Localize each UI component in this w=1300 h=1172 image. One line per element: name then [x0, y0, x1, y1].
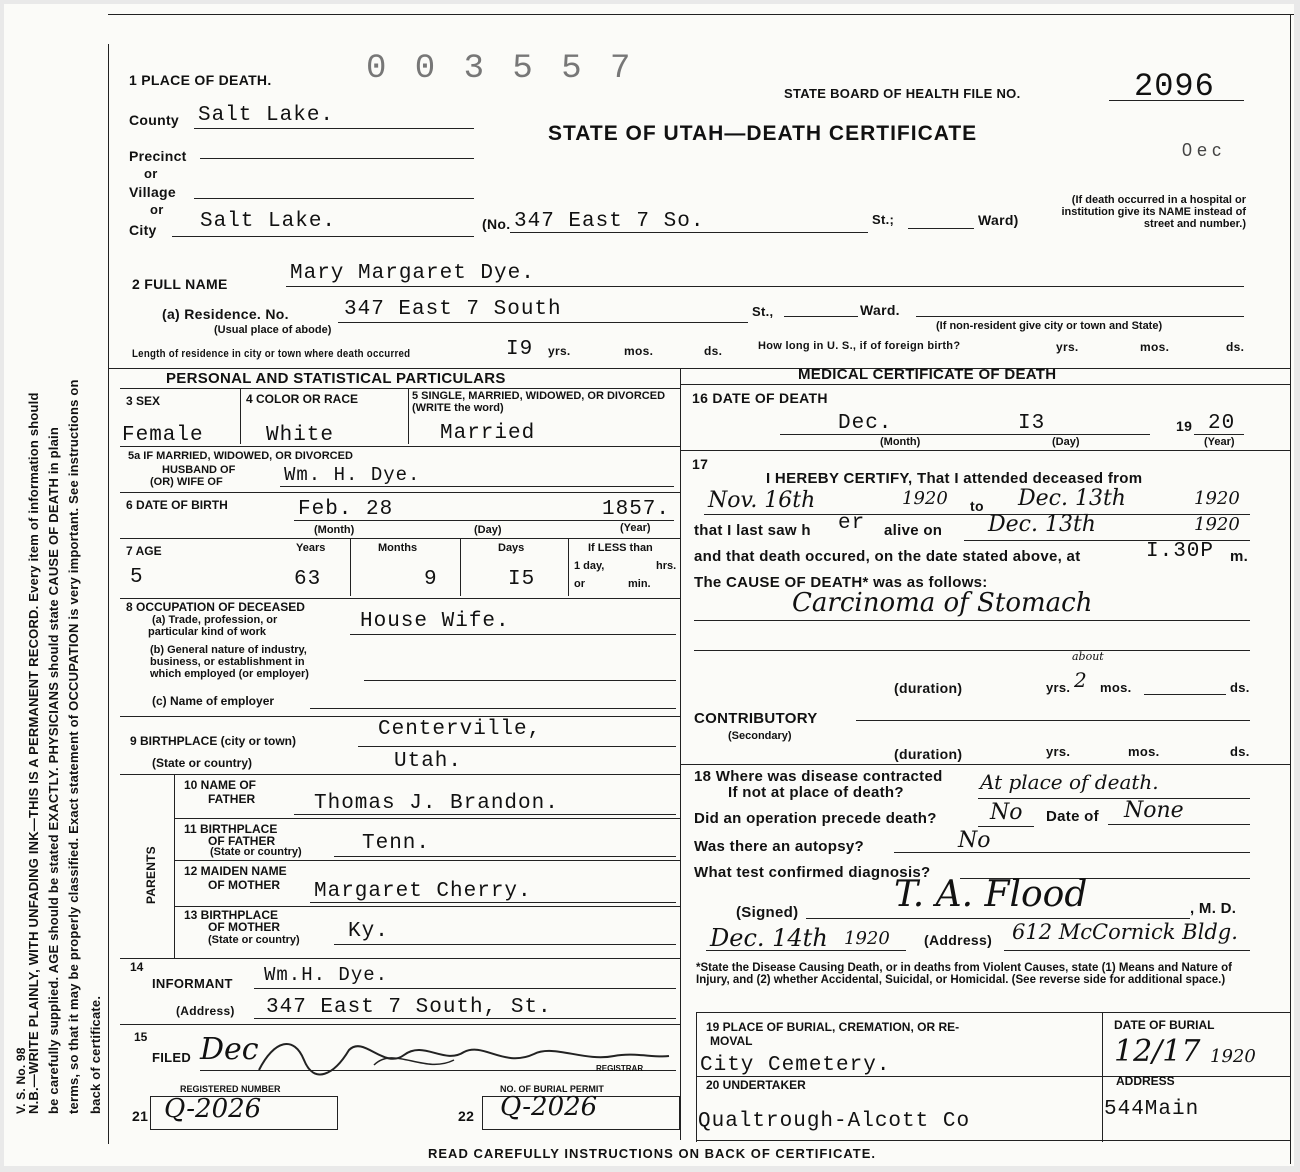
informant-name: Wm.H. Dye.	[264, 964, 389, 986]
residence-label: (a) Residence. No.	[162, 306, 289, 322]
side-note-line-2: be carefully supplied. AGE should be stated EXACTLY. PHYSICIANS should state CAUSE OF DEATH in plain	[46, 427, 61, 1114]
column-divider	[680, 368, 681, 1140]
burial-permit-number: Q-2026	[500, 1092, 598, 1122]
burial-place: City Cemetery.	[700, 1054, 891, 1077]
right-border	[1290, 14, 1291, 1164]
file-no: 2096	[1134, 68, 1215, 105]
age-months: 9	[424, 568, 438, 591]
sex-value: Female	[122, 424, 204, 447]
length-of-residence-value: I9	[506, 338, 534, 361]
dob-month-day: Feb. 28	[298, 498, 394, 521]
informant-address: 347 East 7 South, St.	[266, 996, 552, 1019]
operation-value: No	[990, 800, 1023, 825]
autopsy-value: No	[958, 828, 991, 853]
last-saw-date: Dec. 13th	[988, 512, 1096, 537]
side-note-line-4: back of certificate.	[88, 995, 103, 1114]
corner-mark: 0 e c	[1182, 140, 1222, 160]
certificate-title: STATE OF UTAH—DEATH CERTIFICATE	[548, 122, 978, 145]
operation-date: None	[1124, 798, 1184, 823]
city-value: Salt Lake.	[200, 210, 337, 233]
side-note-line-1: N.B.—WRITE PLAINLY, WITH UNFADING INK—THIS IS A PERMANENT RECORD. Every item of information should	[26, 392, 41, 1114]
spouse-value: Wm. H. Dye.	[284, 464, 421, 486]
length-of-residence-label: Length of residence in city or town where death occurred	[132, 348, 411, 360]
side-note-line-3: terms, so that it may be properly classified. Exact statement of OCCUPATION is very important. See instructions on	[66, 379, 81, 1114]
cause-of-death: Carcinoma of Stomach	[792, 588, 1093, 618]
marital-value: Married	[440, 422, 536, 445]
personal-section-title: PERSONAL AND STATISTICAL PARTICULARS	[166, 370, 506, 387]
undertaker-address: 544Main	[1104, 1098, 1200, 1121]
where-contracted: At place of death.	[980, 770, 1159, 794]
cause-footnote: *State the Disease Causing Death, or in deaths from Violent Causes, state (1) Means and Nature of Injury, and (2) whether Accidental, Suicidal, or Homicidal. (See reverse side for additional space.)	[696, 962, 1232, 986]
county-value: Salt Lake.	[198, 104, 335, 127]
death-time: I.30P	[1146, 540, 1215, 563]
cause-label: The CAUSE OF DEATH* was as follows:	[694, 574, 988, 591]
filed-date: Dec	[200, 1032, 259, 1067]
county-label: County	[129, 112, 180, 128]
left-border	[108, 44, 109, 1144]
age-days: I5	[508, 568, 536, 591]
file-no-label: STATE BOARD OF HEALTH FILE NO.	[784, 86, 1021, 101]
full-name-value: Mary Margaret Dye.	[290, 262, 535, 285]
undertaker: Qualtrough-Alcott Co	[698, 1110, 971, 1133]
top-border	[108, 14, 1294, 15]
physician-signature: T. A. Flood	[894, 874, 1088, 915]
medical-section-title: MEDICAL CERTIFICATE OF DEATH	[798, 366, 1057, 383]
father-name: Thomas J. Brandon.	[314, 792, 559, 815]
contributory-label: CONTRIBUTORY	[694, 710, 818, 727]
footer-instructions: READ CAREFULLY INSTRUCTIONS ON BACK OF CERTIFICATE.	[428, 1146, 876, 1161]
death-street: 347 East 7 So.	[514, 210, 705, 233]
death-certificate: V. S. No. 98 N.B.—WRITE PLAINLY, WITH UNFADING INK—THIS IS A PERMANENT RECORD. Every item of information should be carefully supplied. AGE should be stated EXACTLY. PHYSICIANS should state CAUSE OF DEATH in plain terms, so that it may be properly classified. Exact statement of OCCUPATION is very important. See instructions on back of certificate. 1 PLACE OF DEATH. 0 0 3 5 5 7 STATE BOARD OF HEALTH FILE NO. 2096 STATE OF UTAH—DEATH CERTIFICATE 0 e c County Salt Lake. Precinct or Village or City Salt Lake. (No. 347 East 7 So. St.; Ward) (If death occurred in a hospital or institution give its NAME instead of street and number.) 2 FULL NAME Mary Margaret Dye. (a) Residence. No. (Usual place of abode) 347 East 7 South St., Ward. (If non-resident give city or town and State) Length of residence in city or town where death occurred I9 yrs. mos. ds. How long in U. S., if of foreign birth? yrs. mos. ds. PERSONAL AND STATISTICAL PARTICULARS 3 SEX 4 COLOR OR RACE 5 SINGLE, MARRIED, WIDOWED, OR DIVORCED (WRITE the word) Female White Married 5a IF MARRIED, WIDOWED, OR DIVORCED HUSBAND OF (OR) WIFE OF Wm. H. Dye. 6 DATE OF BIRTH Feb. 28 1857. (Month) (Day) (Year) 7 AGE Years Months Days If LESS than 1 day, hrs. or min. 5 63 9 I5 8 OCCUPATION OF DECEASED (a) Trade, profession, or particular kind of work House Wife. (b) General nature of industry, business, or establishment in which employed (or employer) (c) Name of employer 9 BIRTHPLACE (city or town) Centerville, (State or country) Utah. PARENTS 10 NAME OF FATHER Thomas J. Brandon. 11 BIRTHPLACE OF FATHER (State or country) Tenn. 12 MAIDEN NAME OF MOTHER Margaret Cherry. 13 BIRTHPLACE OF MOTHER (State or country) Ky. 14 INFORMANT Wm.H. Dye. (Address) 347 East 7 South, St. 15 FILED Dec REGISTRAR REGISTERED NUMBER NO. OF BURIAL PERMIT 21 Q-2026 22 Q-2026 MEDICAL CERTIFICATE OF DEATH 16 DATE OF DEATH Dec. I3 19 20 (Month) (Day) (Year) 17 I HEREBY CERTIFY, That I attended deceased from Nov. 16th 1920 to Dec. 13th 1920 that I last saw h er alive on Dec. 13th 1920 and that death occured, on the date stated above, at I.30P m. The CAUSE OF DEATH* was as follows: Carcinoma of Stomach about (duration) yrs. 2 mos. ds. CONTRIBUTORY (Secondary) (duration) yrs. mos. ds. 18 Where was disease contracted If not at place of death? At place of death. Did an operation precede death? No Date of None Was there an autopsy? No What test confirmed diagnosis? (Signed) T. A. Flood , M. D. Dec. 14th 1920 (Address) 612 McCornick Bldg. *State the Disease Causing Death, or in deaths from Violent Causes, state (1) Means and Nature of Injury, and (2) whether Accidental, Suicidal, or Homicidal. (See reverse side for additional space.) 19 PLACE OF BURIAL, CREMATION, OR RE- MOVAL City Cemetery. DATE OF BURIAL 12/17 1920 20 UNDERTAKER Qualtrough-Alcott Co ADDRESS 544Main READ CAREFULLY INSTRUCTIONS ON BACK OF CERTIFICATE.	[4, 4, 1294, 1166]
full-name-label: 2 FULL NAME	[132, 276, 228, 292]
death-month: Dec.	[838, 412, 893, 435]
attended-from: Nov. 16th	[708, 488, 816, 513]
registered-number: Q-2026	[164, 1094, 262, 1124]
how-long-in-us-label: How long in U. S., if of foreign birth?	[758, 340, 961, 352]
attended-to: Dec. 13th	[1018, 486, 1126, 511]
birthplace-city: Centerville,	[378, 718, 542, 741]
certify-text: I HEREBY CERTIFY, That I attended deceased from	[766, 470, 1143, 487]
age-years: 63	[294, 568, 322, 591]
father-birthplace: Tenn.	[362, 832, 431, 855]
residence-value: 347 East 7 South	[344, 298, 562, 321]
burial-date: 12/17	[1114, 1034, 1201, 1069]
precinct-label: Precinct	[129, 148, 187, 164]
parents-side-label: PARENTS	[144, 846, 158, 904]
city-label: City	[129, 222, 157, 238]
mother-birthplace: Ky.	[348, 920, 389, 943]
place-of-death-label: 1 PLACE OF DEATH.	[129, 72, 272, 88]
birthplace-state: Utah.	[394, 750, 463, 773]
mother-name: Margaret Cherry.	[314, 880, 532, 903]
dob-year: 1857.	[602, 498, 671, 521]
color-value: White	[266, 424, 335, 447]
village-label: Village	[129, 184, 176, 200]
stamp-number: 0 0 3 5 5 7	[366, 50, 635, 88]
death-year: 20	[1208, 412, 1236, 435]
physician-address: 612 McCornick Bldg.	[1012, 920, 1238, 944]
duration-months: 2	[1074, 668, 1087, 692]
hospital-note: (If death occurred in a hospital or institution give its NAME instead of street and number.)	[1061, 194, 1246, 230]
signed-date: Dec. 14th	[710, 924, 828, 952]
occupation-value: House Wife.	[360, 610, 510, 633]
death-day: I3	[1018, 412, 1046, 435]
form-code: V. S. No. 98	[14, 1047, 28, 1114]
